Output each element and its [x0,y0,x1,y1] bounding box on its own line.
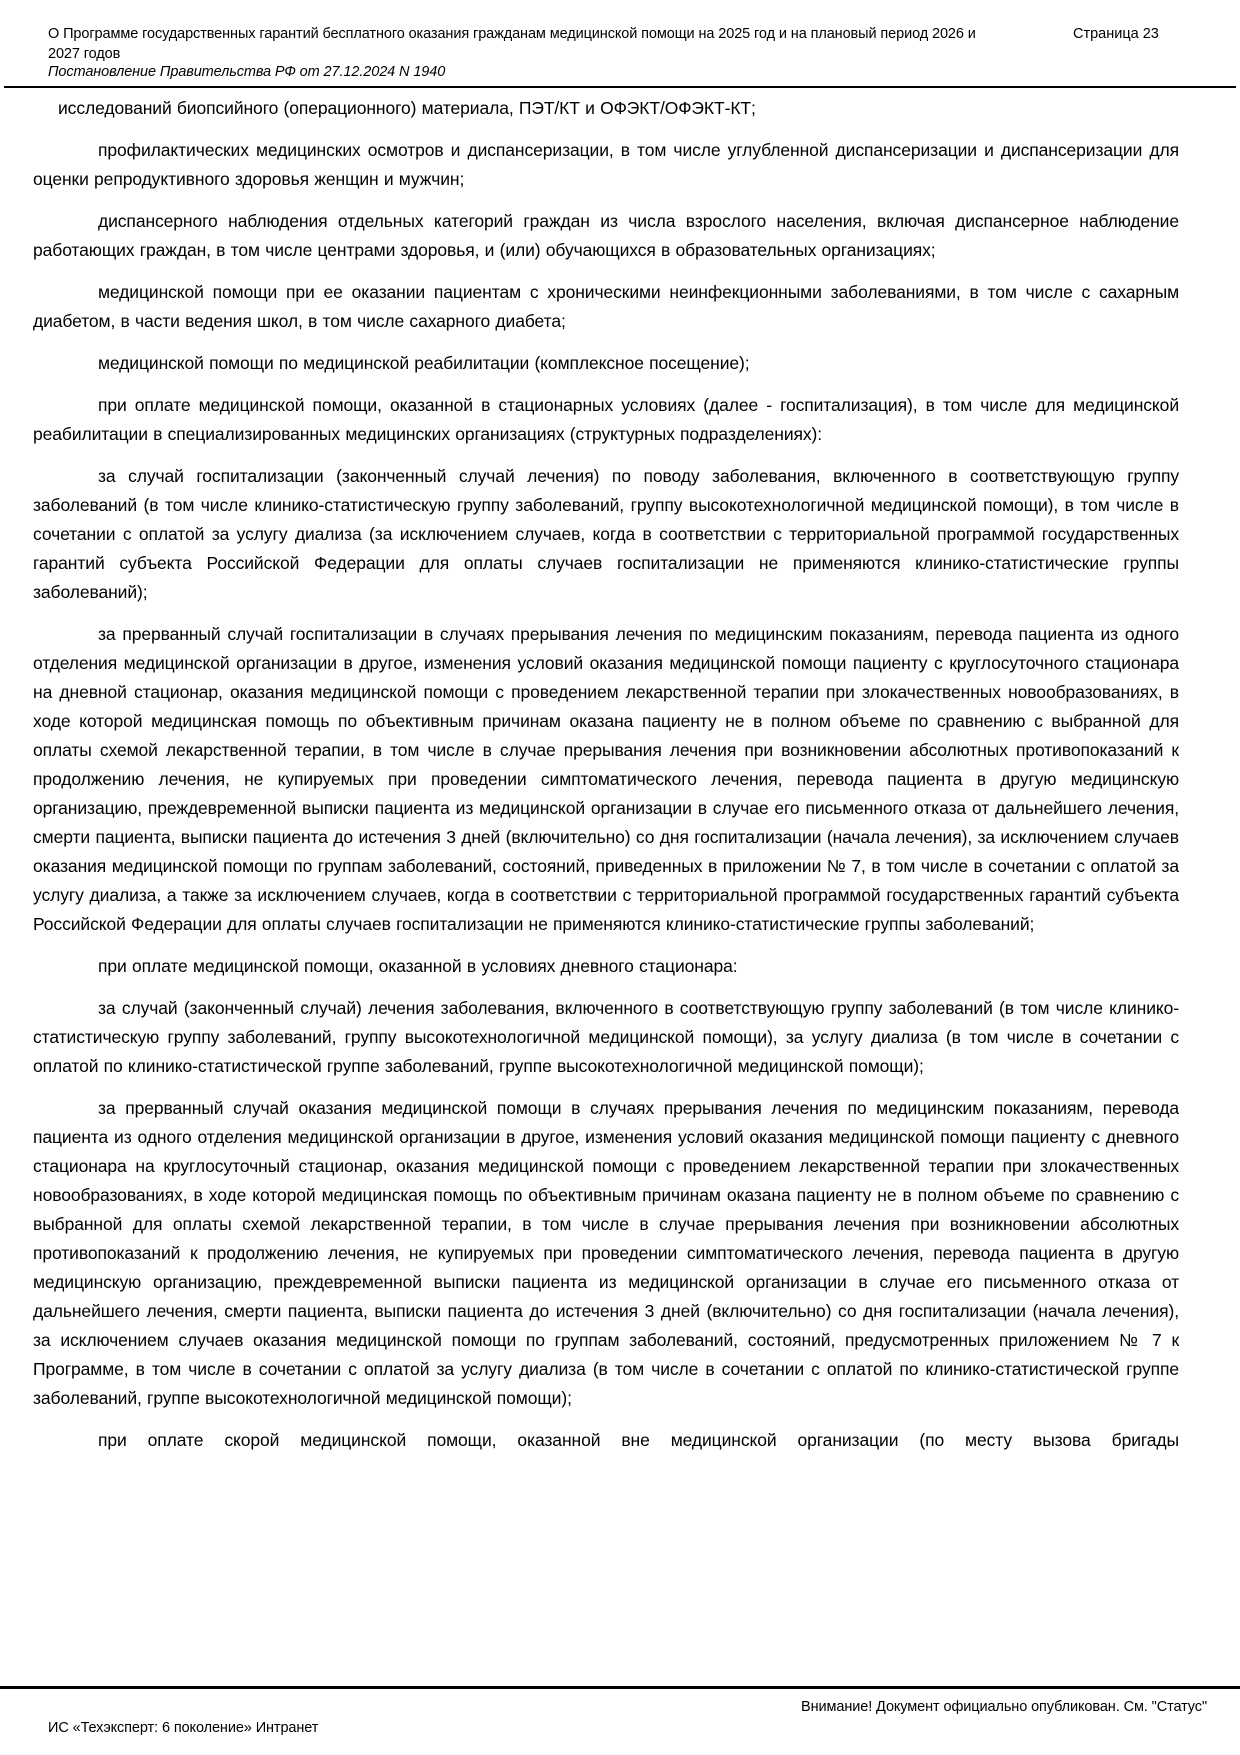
paragraph: за случай госпитализации (законченный случай лечения) по поводу заболевания, включенного в соответствующую группу заболеваний (в том числе клинико-статистическую группу заболеваний, группу высокотехнологичной медицинской помощи), в том числе в сочетании с оплатой за услугу диализа (за исключением случаев, когда в соответствии с территориальной программой государственных гарантий субъекта Российской Федерации для оплаты случаев госпитализации не применяются клинико-статистические группы заболеваний); [33,466,1179,602]
publication-notice: Внимание! Документ официально опубликован. См. "Статус" [801,1699,1207,1715]
paragraph: за прерванный случай оказания медицинской помощи в случаях прерывания лечения по медицинским показаниям, перевода пациента из одного отделения медицинской организации в другое, изменения условий оказания медицинской помощи пациенту с дневного стационара на круглосуточный стационар, оказания медицинской помощи с проведением лекарственной терапии при злокачественных новообразованиях, в ходе которой медицинская помощь по объективным причинам оказана пациенту не в полном объеме по сравнению с выбранной для оплаты схемой лекарственной терапии, в том числе в случае прерывания лечения при возникновении абсолютных противопоказаний к продолжению лечения, не купируемых при проведении симптоматического лечения, перевода пациента в другую медицинскую организацию, преждевременной выписки пациента из медицинской организации в случае его письменного отказа от дальнейшего лечения, смерти пациента, выписки пациента до истечения 3 дней (включительно) со дня госпитализации (начала лечения), за исключением случаев оказания медицинской помощи по группам заболеваний, состояний, предусмотренных приложением № 7 к Программе, в том числе в сочетании с оплатой за услугу диализа (в том числе в сочетании с оплатой по клинико-статистической группе заболеваний, группе высокотехнологичной медицинской помощи); [33,1098,1179,1408]
document-title: О Программе государственных гарантий бесплатного оказания гражданам медицинской помощи на 2025 год и на плановый период 2026 и 2027 годов [48,26,976,62]
paragraph: медицинской помощи по медицинской реабилитации (комплексное посещение); [98,353,750,373]
footer-divider [0,1686,1240,1689]
paragraph: диспансерного наблюдения отдельных категорий граждан из числа взрослого населения, включая диспансерное наблюдение работающих граждан, в том числе центрами здоровья, и (или) обучающихся в образовательных организациях; [33,211,1179,260]
paragraph: за прерванный случай госпитализации в случаях прерывания лечения по медицинским показаниям, перевода пациента из одного отделения медицинской организации в другое, изменения условий оказания медицинской помощи пациенту с круглосуточного стационара на дневной стационар, оказания медицинской помощи с проведением лекарственной терапии при злокачественных новообразованиях, в ходе которой медицинская помощь по объективным причинам оказана пациенту не в полном объеме по сравнению с выбранной для оплаты схемой лекарственной терапии, в том числе в случае прерывания лечения при возникновении абсолютных противопоказаний к продолжению лечения, не купируемых при проведении симптоматического лечения, перевода пациента в другую медицинскую организацию, преждевременной выписки пациента из медицинской организации в случае его письменного отказа от дальнейшего лечения, смерти пациента, выписки пациента до истечения 3 дней (включительно) со дня госпитализации (начала лечения), за исключением случаев оказания медицинской помощи по группам заболеваний, состояний, приведенных в приложении № 7, в том числе в сочетании с оплатой за услугу диализа, а также за исключением случаев, когда в соответствии с территориальной программой государственных гарантий субъекта Российской Федерации для оплаты случаев госпитализации не применяются клинико-статистические группы заболеваний; [33,624,1179,934]
paragraph: медицинской помощи при ее оказании пациентам с хроническими неинфекционными заболеваниями, в том числе с сахарным диабетом, в части ведения школ, в том числе сахарного диабета; [33,282,1179,331]
paragraph: при оплате скорой медицинской помощи, оказанной вне медицинской организации (по месту вызова бригады [98,1430,1179,1450]
paragraph: при оплате медицинской помощи, оказанной в стационарных условиях (далее - госпитализация), в том числе для медицинской реабилитации в специализированных медицинских организациях (структурных подразделениях): [33,395,1179,444]
paragraph: при оплате медицинской помощи, оказанной в условиях дневного стационара: [98,956,738,976]
document-body [33,88,1179,1686]
paragraph: профилактических медицинских осмотров и диспансеризации, в том числе углубленной диспансеризации и диспансеризации для оценки репродуктивного здоровья женщин и мужчин; [33,140,1179,189]
paragraph: за случай (законченный случай) лечения заболевания, включенного в соответствующую группу заболеваний (в том числе клинико-статистическую группу заболеваний, группу высокотехнологичной медицинской помощи), за услугу диализа (в том числе в сочетании с оплатой по клинико-статистической группе заболеваний, группе высокотехнологичной медицинской помощи); [33,998,1179,1076]
paragraph: исследований биопсийного (операционного) материала, ПЭТ/КТ и ОФЭКТ/ОФЭКТ-КТ; [58,98,756,118]
document-subtitle: Постановление Правительства РФ от 27.12.2024 N 1940 [48,64,446,80]
system-label: ИС «Техэксперт: 6 поколение» Интранет [48,1720,319,1736]
page-number: Страница 23 [1073,26,1159,42]
